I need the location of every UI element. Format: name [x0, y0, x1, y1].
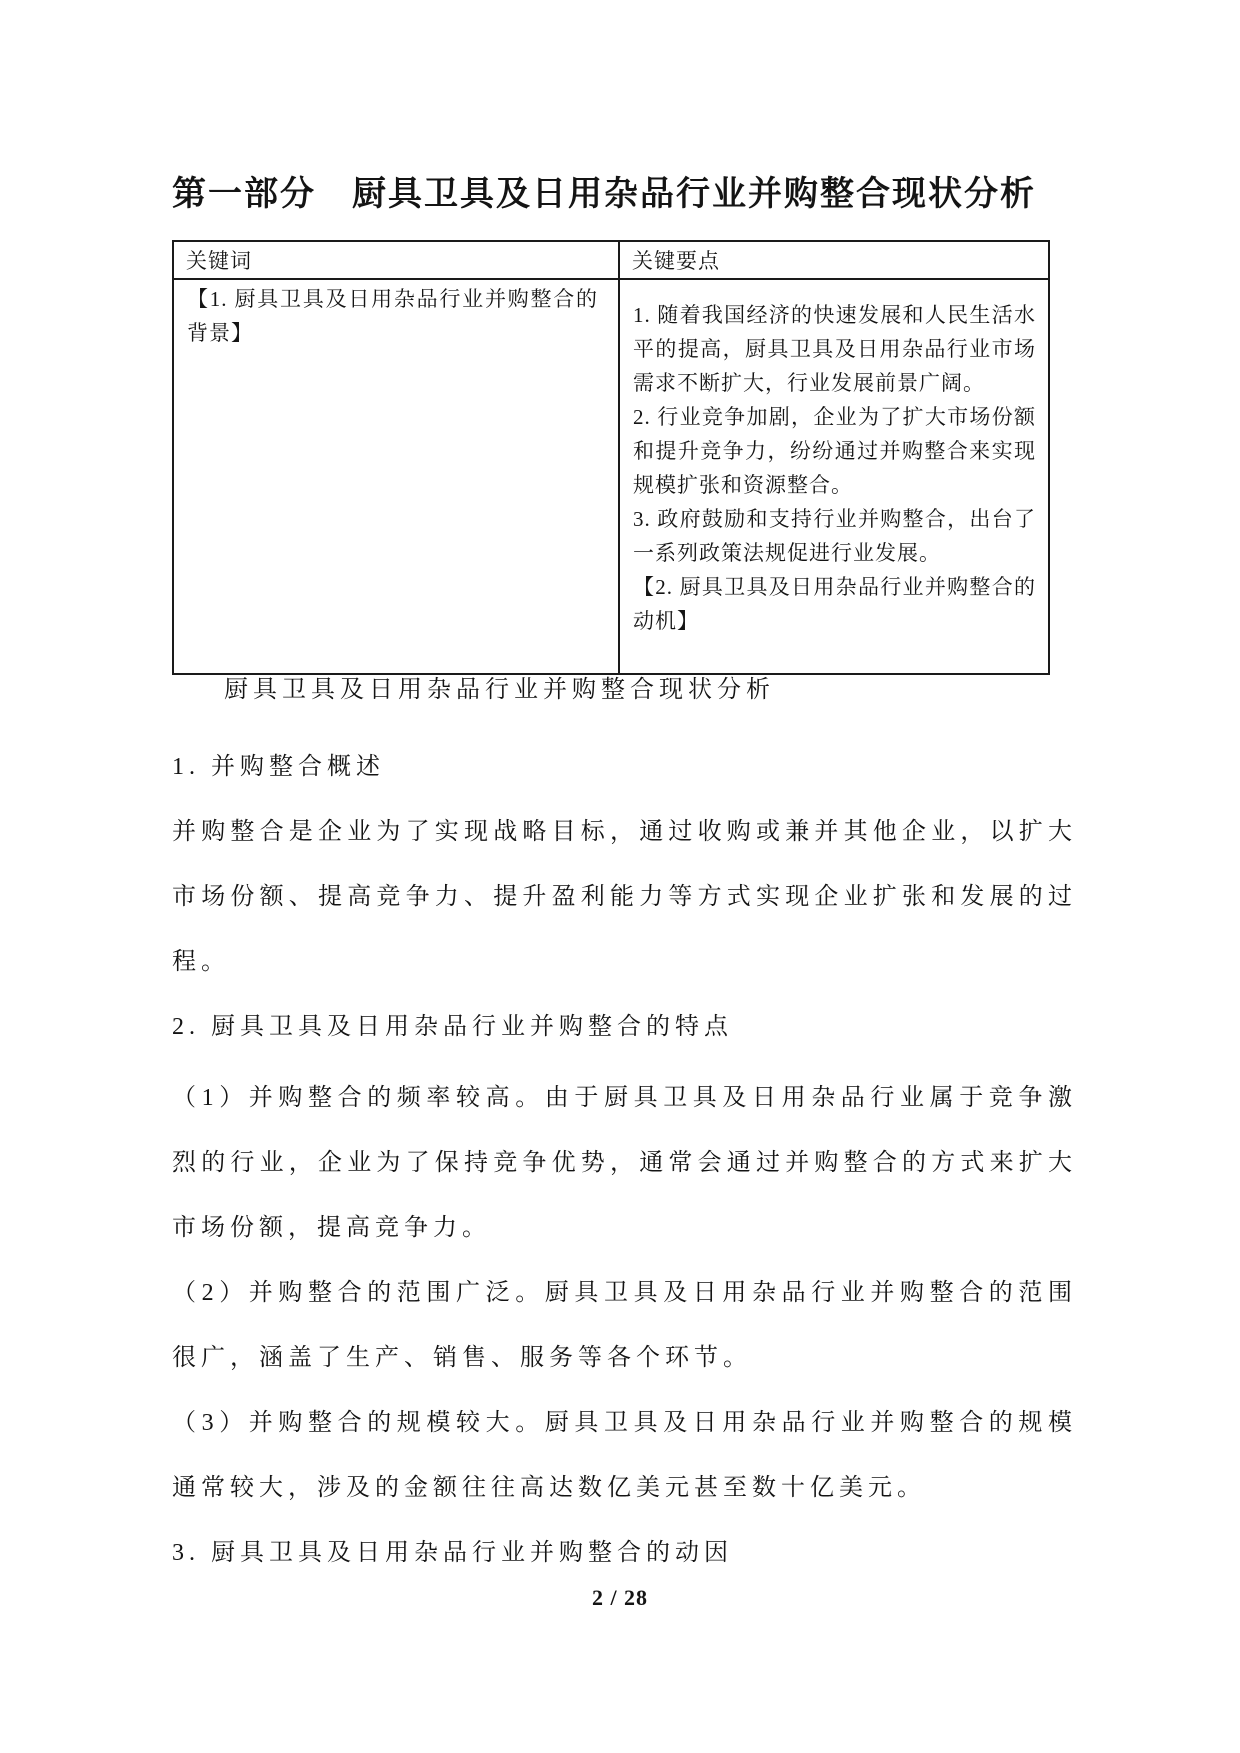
body-paragraph: 并购整合是企业为了实现战略目标，通过收购或兼并其他企业，以扩大市场份额、提高竞争力、提升盈利能力等方式实现企业扩张和发展的过程。	[172, 819, 1077, 975]
keypoint-item: 【2. 厨具卫具及日用杂品行业并购整合的动机】	[633, 575, 1036, 633]
body-subheading: 2. 厨具卫具及日用杂品行业并购整合的特点	[172, 1014, 733, 1040]
keyword-text: 【1. 厨具卫具及日用杂品行业并购整合的背景】	[187, 287, 598, 345]
table-header-row	[173, 241, 1049, 279]
body-subheading: 3. 厨具卫具及日用杂品行业并购整合的动因	[172, 1540, 733, 1566]
table-header-keypoints: 关键要点	[619, 241, 1049, 279]
body-subheading: 1. 并购整合概述	[172, 754, 385, 780]
keyword-cell	[173, 279, 619, 674]
body-paragraph: （2）并购整合的范围广泛。厨具卫具及日用杂品行业并购整合的范围很广，涵盖了生产、销售、服务等各个环节。	[172, 1280, 1077, 1371]
page-number: 2 / 28	[591, 1585, 649, 1610]
keyword-points-table	[172, 240, 1050, 675]
table-row	[173, 279, 1049, 674]
body-paragraph: （3）并购整合的规模较大。厨具卫具及日用杂品行业并购整合的规模通常较大，涉及的金额往往高达数亿美元甚至数十亿美元。	[172, 1410, 1077, 1501]
section-heading: 第一部分 厨具卫具及日用杂品行业并购整合现状分析	[172, 175, 1036, 213]
keypoint-item: 3. 政府鼓励和支持行业并购整合，出台了一系列政策法规促进行业发展。	[633, 507, 1036, 565]
body-text	[172, 658, 1077, 1586]
keypoints-cell	[619, 279, 1049, 674]
table-header-keyword: 关键词	[173, 241, 619, 279]
body-paragraph: （1）并购整合的频率较高。由于厨具卫具及日用杂品行业属于竞争激烈的行业，企业为了保持竞争优势，通常会通过并购整合的方式来扩大市场份额，提高竞争力。	[172, 1085, 1077, 1241]
keypoint-item: 2. 行业竞争加剧，企业为了扩大市场份额和提升竞争力，纷纷通过并购整合来实现规模扩张和资源整合。	[633, 405, 1036, 497]
body-intro-line: 厨具卫具及日用杂品行业并购整合现状分析	[224, 677, 775, 703]
keypoint-item: 1. 随着我国经济的快速发展和人民生活水平的提高，厨具卫具及日用杂品行业市场需求不断扩大，行业发展前景广阔。	[633, 303, 1036, 395]
